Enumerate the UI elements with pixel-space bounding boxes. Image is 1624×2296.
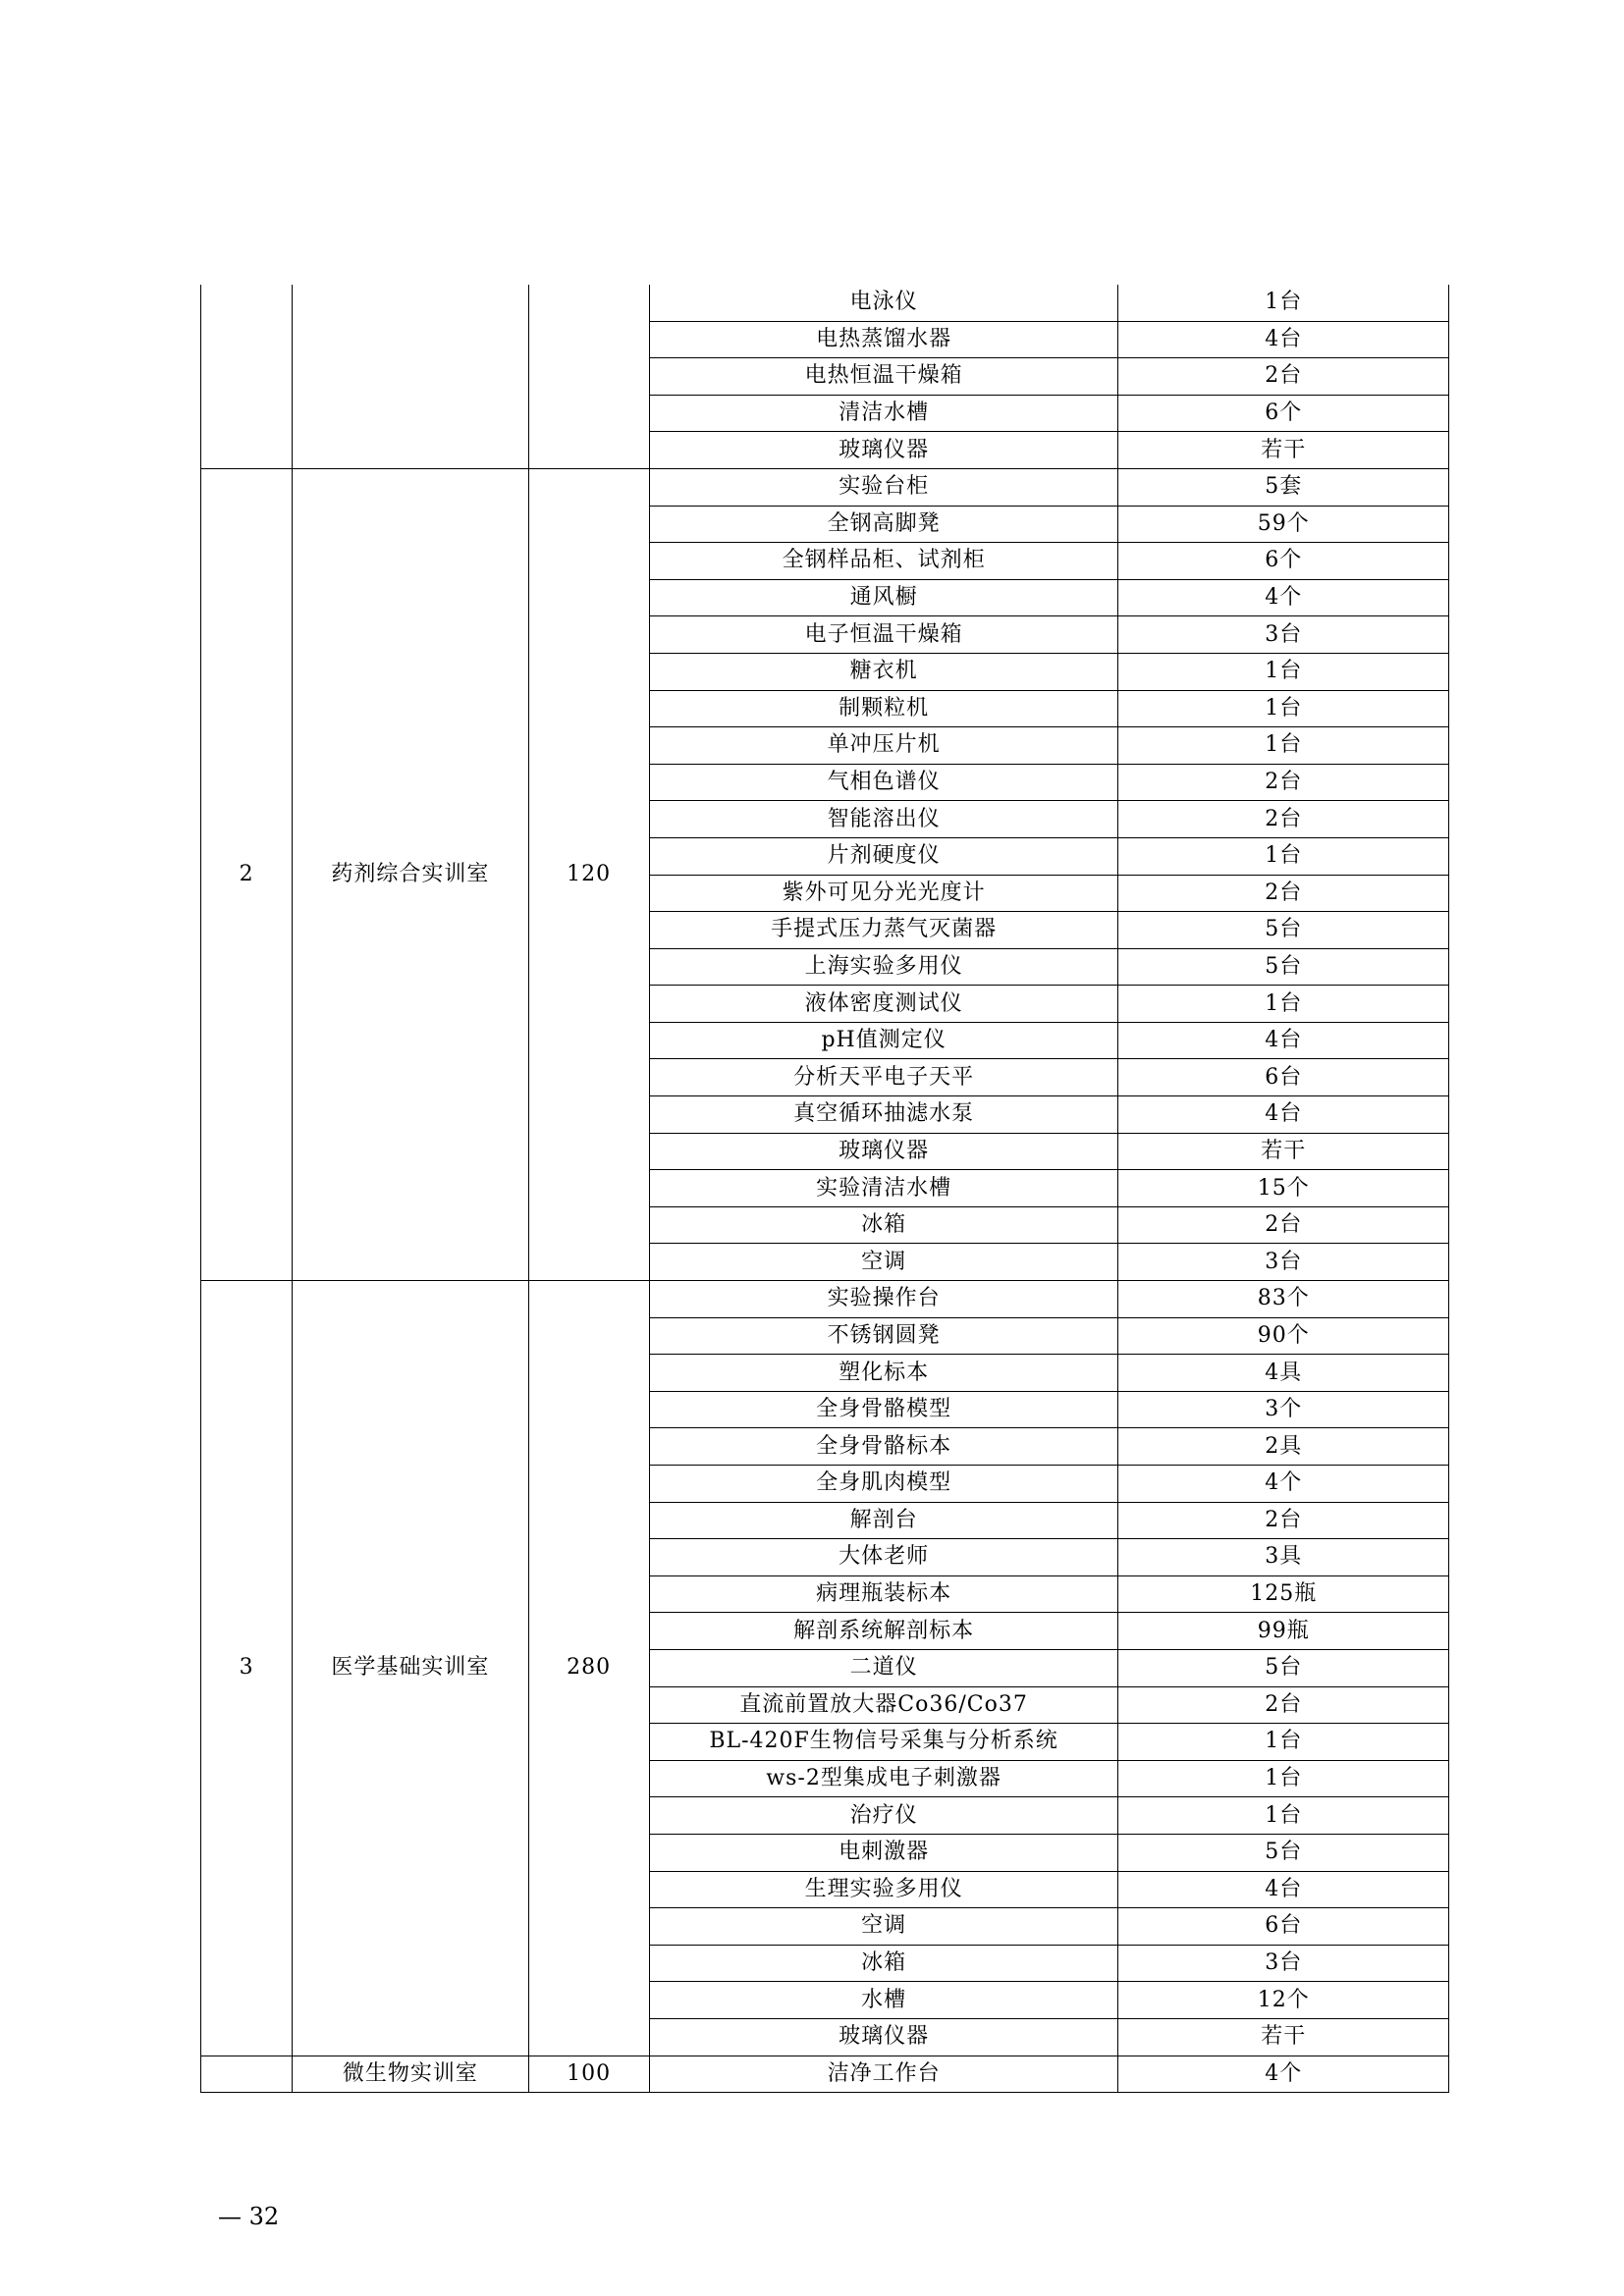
equipment-name: 冰箱 xyxy=(649,1945,1118,1982)
room-name: 药剂综合实训室 xyxy=(293,468,528,1280)
equipment-quantity: 5套 xyxy=(1118,468,1449,506)
equipment-name: 全钢高脚凳 xyxy=(649,506,1118,543)
equipment-quantity: 4具 xyxy=(1118,1355,1449,1392)
equipment-quantity: 15个 xyxy=(1118,1170,1449,1207)
table-row xyxy=(201,1281,1449,1318)
equipment-table xyxy=(200,285,1449,2093)
equipment-quantity: 12个 xyxy=(1118,1982,1449,2019)
equipment-name: 二道仪 xyxy=(649,1649,1118,1686)
table-row xyxy=(201,2056,1449,2093)
equipment-name: 水槽 xyxy=(649,1982,1118,2019)
equipment-name: 空调 xyxy=(649,1908,1118,1946)
room-capacity xyxy=(528,285,649,468)
equipment-quantity: 2台 xyxy=(1118,764,1449,801)
equipment-name: 实验操作台 xyxy=(649,1281,1118,1318)
equipment-quantity: 3个 xyxy=(1118,1391,1449,1428)
equipment-name: 治疗仪 xyxy=(649,1797,1118,1835)
equipment-quantity: 若干 xyxy=(1118,432,1449,469)
equipment-name: 手提式压力蒸气灭菌器 xyxy=(649,912,1118,949)
equipment-quantity: 5台 xyxy=(1118,912,1449,949)
equipment-quantity: 5台 xyxy=(1118,948,1449,986)
equipment-quantity: 若干 xyxy=(1118,1133,1449,1170)
room-name: 医学基础实训室 xyxy=(293,1281,528,2056)
equipment-quantity: 3台 xyxy=(1118,616,1449,654)
equipment-quantity: 2台 xyxy=(1118,1686,1449,1724)
equipment-quantity: 1台 xyxy=(1118,727,1449,765)
equipment-quantity: 59个 xyxy=(1118,506,1449,543)
room-name: 微生物实训室 xyxy=(293,2056,528,2093)
equipment-name: 解剖台 xyxy=(649,1502,1118,1539)
room-number: 2 xyxy=(201,468,293,1280)
equipment-quantity: 4台 xyxy=(1118,321,1449,358)
equipment-name: 解剖系统解剖标本 xyxy=(649,1613,1118,1650)
equipment-name: BL-420F生物信号采集与分析系统 xyxy=(649,1724,1118,1761)
equipment-quantity: 2台 xyxy=(1118,875,1449,912)
room-number: 3 xyxy=(201,1281,293,2056)
equipment-name: 智能溶出仪 xyxy=(649,801,1118,838)
equipment-quantity: 1台 xyxy=(1118,285,1449,321)
room-number xyxy=(201,285,293,468)
equipment-name: 真空循环抽滤水泵 xyxy=(649,1096,1118,1134)
equipment-name: 制颗粒机 xyxy=(649,690,1118,727)
equipment-quantity: 1台 xyxy=(1118,690,1449,727)
equipment-name: 玻璃仪器 xyxy=(649,1133,1118,1170)
equipment-quantity: 4个 xyxy=(1118,2056,1449,2093)
table-row xyxy=(201,468,1449,506)
equipment-name: 电子恒温干燥箱 xyxy=(649,616,1118,654)
equipment-quantity: 1台 xyxy=(1118,1724,1449,1761)
room-name xyxy=(293,285,528,468)
equipment-name: 电热蒸馏水器 xyxy=(649,321,1118,358)
equipment-name: 通风橱 xyxy=(649,579,1118,616)
room-capacity: 120 xyxy=(528,468,649,1280)
equipment-quantity: 4台 xyxy=(1118,1871,1449,1908)
equipment-name: 液体密度测试仪 xyxy=(649,986,1118,1023)
equipment-name: 冰箱 xyxy=(649,1206,1118,1244)
equipment-quantity: 1台 xyxy=(1118,653,1449,690)
equipment-table-body xyxy=(201,285,1449,2093)
equipment-name: 实验台柜 xyxy=(649,468,1118,506)
equipment-name: 实验清洁水槽 xyxy=(649,1170,1118,1207)
equipment-quantity: 3台 xyxy=(1118,1945,1449,1982)
equipment-quantity: 4个 xyxy=(1118,1466,1449,1503)
equipment-quantity: 1台 xyxy=(1118,986,1449,1023)
equipment-name: 分析天平电子天平 xyxy=(649,1059,1118,1096)
equipment-name: 全钢样品柜、试剂柜 xyxy=(649,543,1118,580)
equipment-name: 洁净工作台 xyxy=(649,2056,1118,2093)
equipment-name: 气相色谱仪 xyxy=(649,764,1118,801)
equipment-name: 空调 xyxy=(649,1244,1118,1281)
room-number xyxy=(201,2056,293,2093)
equipment-quantity: 2具 xyxy=(1118,1428,1449,1466)
equipment-quantity: 2台 xyxy=(1118,1502,1449,1539)
equipment-quantity: 4台 xyxy=(1118,1096,1449,1134)
equipment-quantity: 4个 xyxy=(1118,579,1449,616)
equipment-quantity: 若干 xyxy=(1118,2018,1449,2056)
equipment-quantity: 1台 xyxy=(1118,1797,1449,1835)
equipment-name: 生理实验多用仪 xyxy=(649,1871,1118,1908)
equipment-name: 紫外可见分光光度计 xyxy=(649,875,1118,912)
equipment-name: 电热恒温干燥箱 xyxy=(649,358,1118,396)
equipment-quantity: 5台 xyxy=(1118,1649,1449,1686)
equipment-name: 清洁水槽 xyxy=(649,395,1118,432)
equipment-quantity: 99瓶 xyxy=(1118,1613,1449,1650)
equipment-quantity: 125瓶 xyxy=(1118,1575,1449,1613)
equipment-quantity: 4台 xyxy=(1118,1022,1449,1059)
equipment-name: 不锈钢圆凳 xyxy=(649,1317,1118,1355)
equipment-name: 上海实验多用仪 xyxy=(649,948,1118,986)
equipment-name: 塑化标本 xyxy=(649,1355,1118,1392)
equipment-quantity: 6个 xyxy=(1118,543,1449,580)
equipment-name: 大体老师 xyxy=(649,1539,1118,1576)
equipment-name: 全身肌肉模型 xyxy=(649,1466,1118,1503)
equipment-name: 单冲压片机 xyxy=(649,727,1118,765)
room-capacity: 280 xyxy=(528,1281,649,2056)
equipment-quantity: 2台 xyxy=(1118,1206,1449,1244)
equipment-name: ws-2型集成电子刺激器 xyxy=(649,1760,1118,1797)
equipment-name: 直流前置放大器Co36/Co37 xyxy=(649,1686,1118,1724)
equipment-name: 病理瓶装标本 xyxy=(649,1575,1118,1613)
equipment-quantity: 6台 xyxy=(1118,1059,1449,1096)
equipment-name: 玻璃仪器 xyxy=(649,2018,1118,2056)
equipment-quantity: 90个 xyxy=(1118,1317,1449,1355)
equipment-quantity: 1台 xyxy=(1118,837,1449,875)
equipment-quantity: 2台 xyxy=(1118,358,1449,396)
room-capacity: 100 xyxy=(528,2056,649,2093)
equipment-name: 片剂硬度仪 xyxy=(649,837,1118,875)
table-row xyxy=(201,285,1449,321)
equipment-name: 电泳仪 xyxy=(649,285,1118,321)
equipment-name: 糖衣机 xyxy=(649,653,1118,690)
equipment-quantity: 83个 xyxy=(1118,1281,1449,1318)
equipment-quantity: 3具 xyxy=(1118,1539,1449,1576)
equipment-name: 电刺激器 xyxy=(649,1834,1118,1871)
equipment-quantity: 2台 xyxy=(1118,801,1449,838)
equipment-quantity: 6台 xyxy=(1118,1908,1449,1946)
equipment-name: pH值测定仪 xyxy=(649,1022,1118,1059)
equipment-name: 全身骨骼标本 xyxy=(649,1428,1118,1466)
equipment-quantity: 1台 xyxy=(1118,1760,1449,1797)
equipment-quantity: 6个 xyxy=(1118,395,1449,432)
page-number: — 32 xyxy=(218,2203,280,2230)
equipment-quantity: 5台 xyxy=(1118,1834,1449,1871)
equipment-name: 全身骨骼模型 xyxy=(649,1391,1118,1428)
equipment-quantity: 3台 xyxy=(1118,1244,1449,1281)
equipment-name: 玻璃仪器 xyxy=(649,432,1118,469)
